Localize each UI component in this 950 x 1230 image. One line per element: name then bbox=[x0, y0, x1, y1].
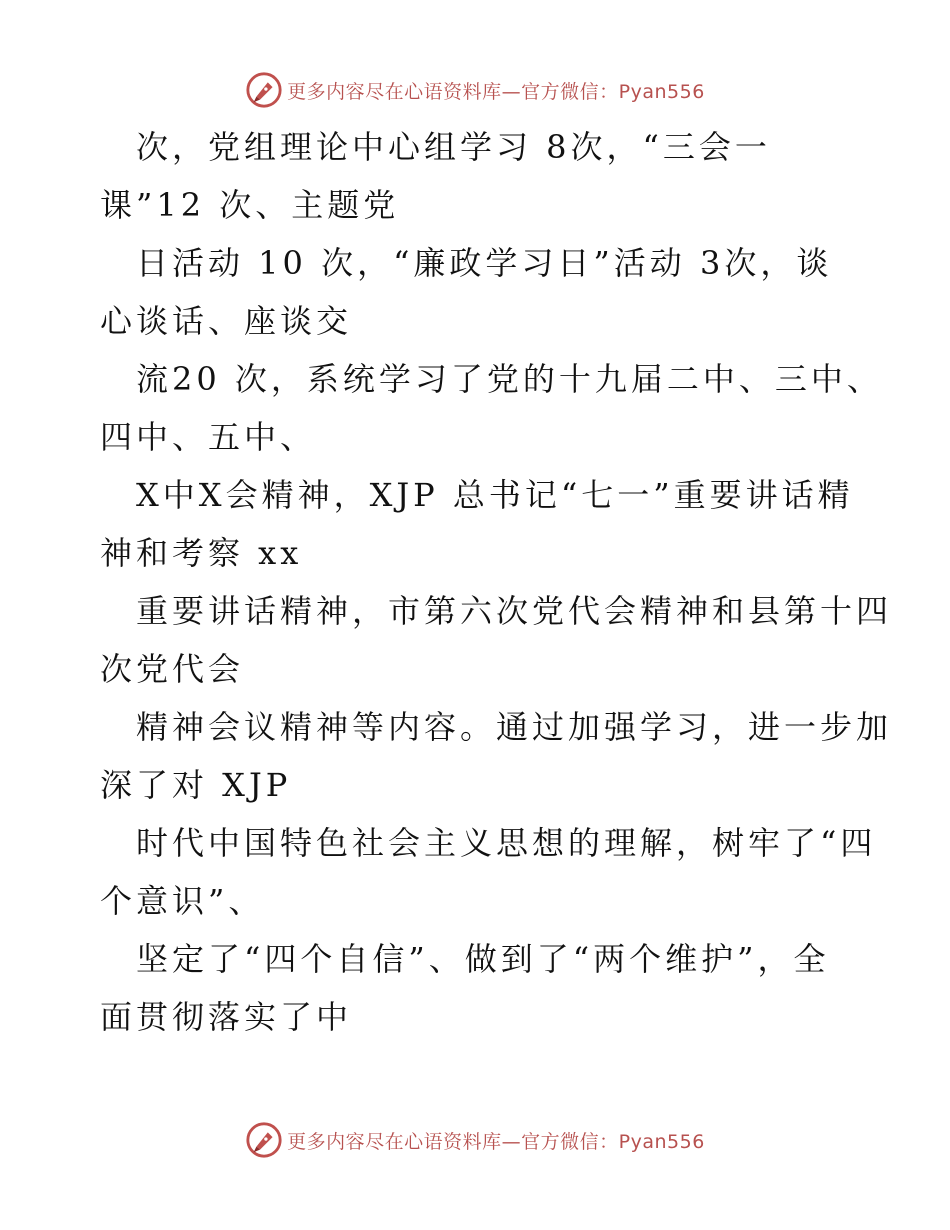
text-line: 重要讲话精神，市第六次党代会精神和县第十四 bbox=[136, 592, 893, 630]
pen-nib-logo-icon bbox=[245, 71, 283, 109]
banner-text: 更多内容尽在心语资料库—官方微信：Pyan556 bbox=[287, 80, 705, 103]
text-line: 时代中国特色社会主义思想的理解，树牢了“四 bbox=[136, 824, 877, 862]
footer-banner bbox=[0, 1118, 950, 1162]
text-line: 四中、五中、 bbox=[100, 418, 317, 456]
text-line: 心谈话、座谈交 bbox=[100, 302, 353, 340]
text-line: X中X会精神，XJP 总书记“七一”重要讲话精 bbox=[136, 476, 854, 514]
text-line: 坚定了“四个自信”、做到了“两个维护”，全 bbox=[136, 940, 830, 978]
text-line: 流20 次，系统学习了党的十九届二中、三中、 bbox=[136, 360, 883, 398]
text-line: 日活动 10 次，“廉政学习日”活动 3次，谈 bbox=[136, 244, 833, 282]
text-line: 神和考察 xx bbox=[100, 534, 303, 572]
text-line: 面贯彻落实了中 bbox=[100, 998, 353, 1036]
text-line: 次党代会 bbox=[100, 650, 245, 688]
document-body bbox=[100, 118, 893, 1046]
text-line: 次，党组理论中心组学习 8次，“三会一 bbox=[136, 128, 771, 166]
text-line: 深了对 XJP bbox=[100, 766, 292, 804]
text-line: 个意识”、 bbox=[100, 882, 265, 920]
text-line: 精神会议精神等内容。通过加强学习，进一步加 bbox=[136, 708, 893, 746]
header-banner bbox=[0, 68, 950, 112]
pen-nib-logo-icon bbox=[245, 1121, 283, 1159]
banner-text: 更多内容尽在心语资料库—官方微信：Pyan556 bbox=[287, 1130, 705, 1153]
text-line: 课”12 次、主题党 bbox=[100, 186, 400, 224]
